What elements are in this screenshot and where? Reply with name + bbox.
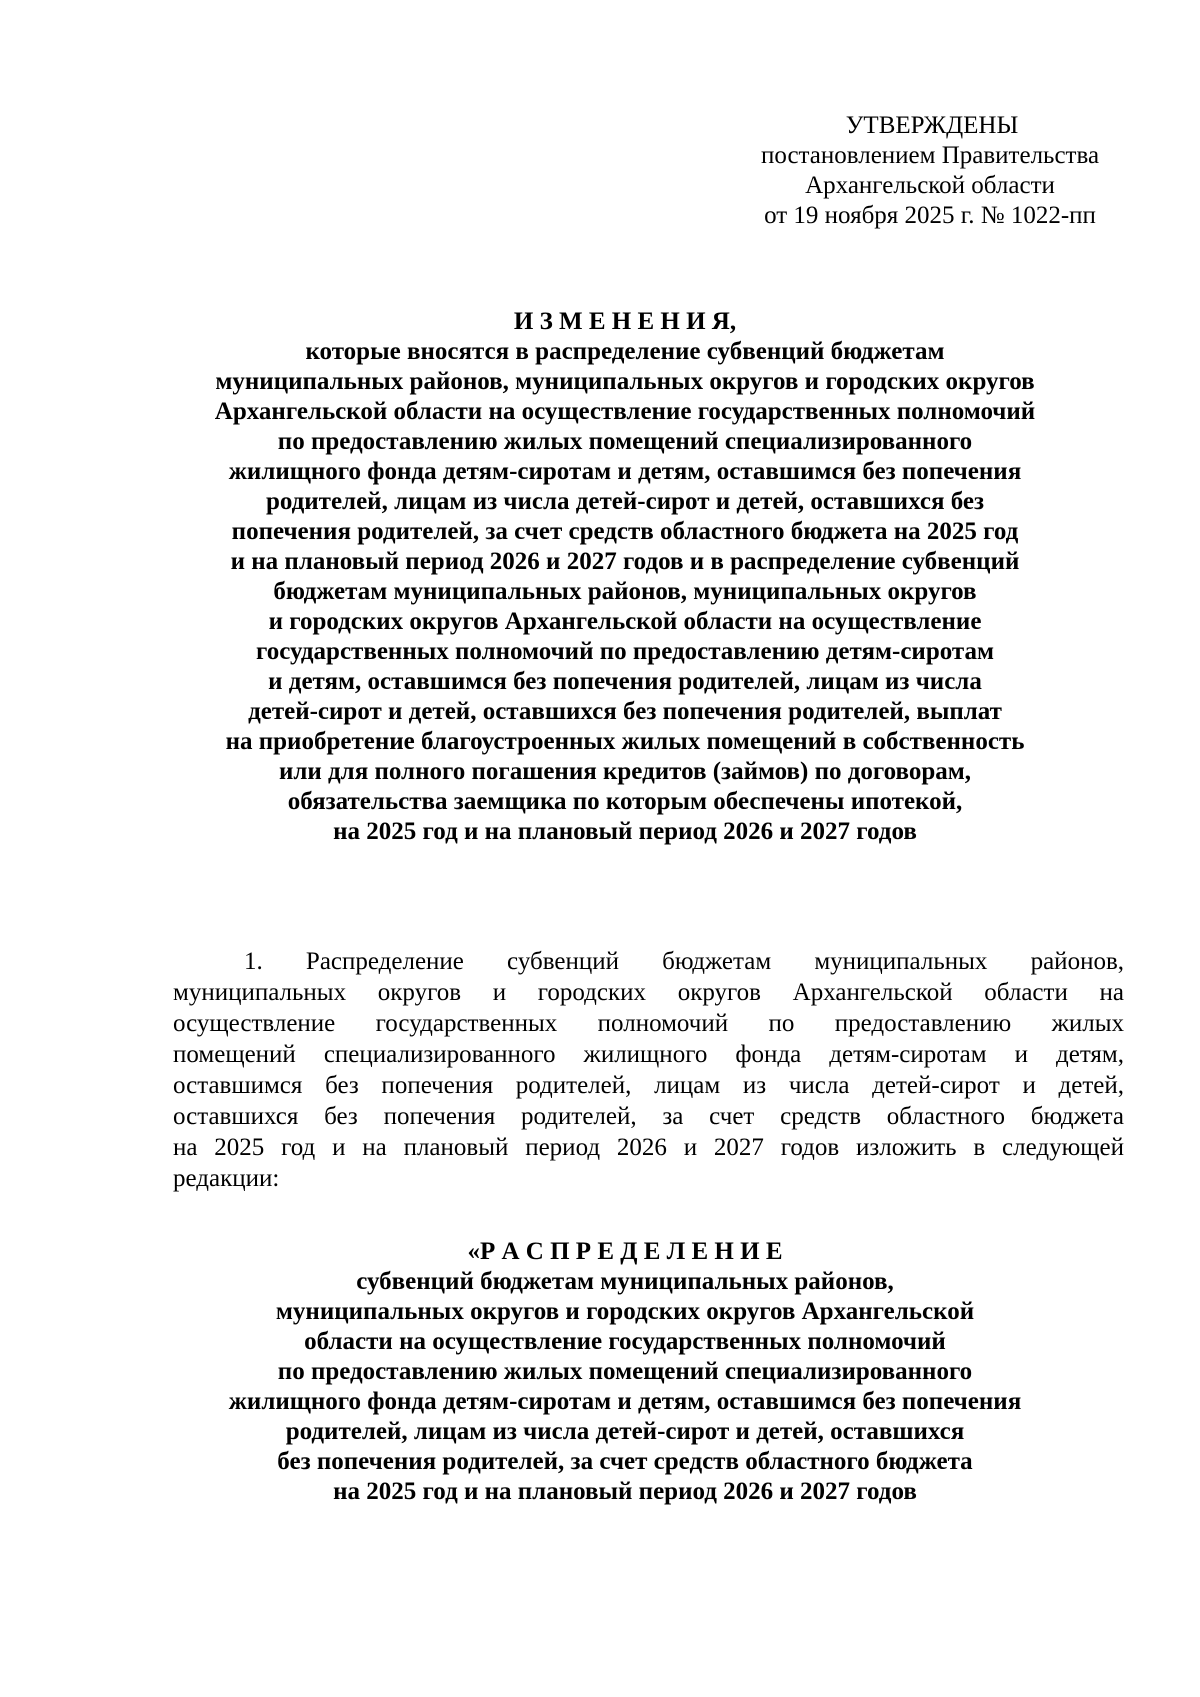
approval-date-number: от 19 ноября 2025 г. № 1022-пп xyxy=(764,202,1096,229)
distribution-heading-line: жилищного фонда детям-сиротам и детям, оставшимся без попечения xyxy=(228,1388,1022,1415)
changes-heading-line: или для полного погашения кредитов (займов) по договорам, xyxy=(278,758,972,785)
changes-heading-line: и городских округов Архангельской области на осуществление xyxy=(268,608,982,635)
distribution-heading-line: субвенций бюджетам муниципальных районов, xyxy=(356,1268,894,1295)
changes-heading-line: бюджетам муниципальных районов, муниципальных округов xyxy=(273,578,977,605)
changes-title: И З М Е Н Е Н И Я, xyxy=(513,308,737,335)
paragraph-line: муниципальных округов и городских округов Архангельской области на xyxy=(173,979,1124,1006)
changes-heading-line: жилищного фонда детям-сиротам и детям, оставшимся без попечения xyxy=(228,458,1022,485)
changes-heading-line: родителей, лицам из числа детей-сирот и детей, оставшихся без xyxy=(265,488,985,515)
changes-heading xyxy=(150,307,1100,847)
changes-heading-line: попечения родителей, за счет средств областного бюджета на 2025 год xyxy=(231,518,1019,545)
paragraph-line: на 2025 год и на плановый период 2026 и 2027 годов изложить в следующей xyxy=(173,1134,1124,1161)
approval-stamp-block xyxy=(735,111,1125,231)
changes-heading-line: детей-сирот и детей, оставшихся без попечения родителей, выплат xyxy=(248,698,1002,725)
changes-heading-line: на приобретение благоустроенных жилых помещений в собственность xyxy=(225,728,1025,755)
changes-heading-line: государственных полномочий по предоставлению детям-сиротам xyxy=(255,638,995,665)
distribution-heading-line: родителей, лицам из числа детей-сирот и детей, оставшихся xyxy=(285,1418,965,1445)
distribution-title: «Р А С П Р Е Д Е Л Е Н И Е xyxy=(467,1238,783,1265)
changes-heading-line: которые вносятся в распределение субвенций бюджетам xyxy=(305,338,945,365)
changes-heading-line: по предоставлению жилых помещений специализированного xyxy=(277,428,973,455)
changes-heading-line: муниципальных районов, муниципальных округов и городских округов xyxy=(215,368,1035,395)
paragraph-line: 1. Распределение субвенций бюджетам муниципальных районов, xyxy=(244,948,1124,975)
changes-heading-line: обязательства заемщика по которым обеспечены ипотекой, xyxy=(287,788,963,815)
changes-heading-line: и детям, оставшимся без попечения родителей, лицам из числа xyxy=(268,668,982,695)
approval-line: постановлением Правительства xyxy=(760,142,1100,169)
changes-heading-line: на 2025 год и на плановый период 2026 и 2027 годов xyxy=(333,818,917,845)
paragraph-line: помещений специализированного жилищного фонда детям-сиротам и детям, xyxy=(173,1041,1124,1068)
distribution-heading xyxy=(150,1237,1100,1507)
distribution-heading-line: по предоставлению жилых помещений специализированного xyxy=(277,1358,973,1385)
changes-heading-line: и на плановый период 2026 и 2027 годов и в распределение субвенций xyxy=(230,548,1020,575)
approval-line: Архангельской области xyxy=(805,172,1055,199)
distribution-heading-line: на 2025 год и на плановый период 2026 и 2027 годов xyxy=(333,1478,917,1505)
distribution-heading-line: без попечения родителей, за счет средств областного бюджета xyxy=(277,1448,973,1475)
paragraph-line: оставшимся без попечения родителей, лицам из числа детей-сирот и детей, xyxy=(173,1072,1124,1099)
approval-title: УТВЕРЖДЕНЫ xyxy=(845,112,1019,139)
distribution-heading-line: муниципальных округов и городских округов Архангельской xyxy=(275,1298,975,1325)
paragraph-1 xyxy=(173,946,1124,1194)
paragraph-line: редакции: xyxy=(173,1165,280,1192)
distribution-heading-line: области на осуществление государственных полномочий xyxy=(304,1328,946,1355)
paragraph-line: осуществление государственных полномочий по предоставлению жилых xyxy=(173,1010,1124,1037)
changes-heading-line: Архангельской области на осуществление государственных полномочий xyxy=(214,398,1036,425)
paragraph-line: оставшихся без попечения родителей, за счет средств областного бюджета xyxy=(173,1103,1124,1130)
